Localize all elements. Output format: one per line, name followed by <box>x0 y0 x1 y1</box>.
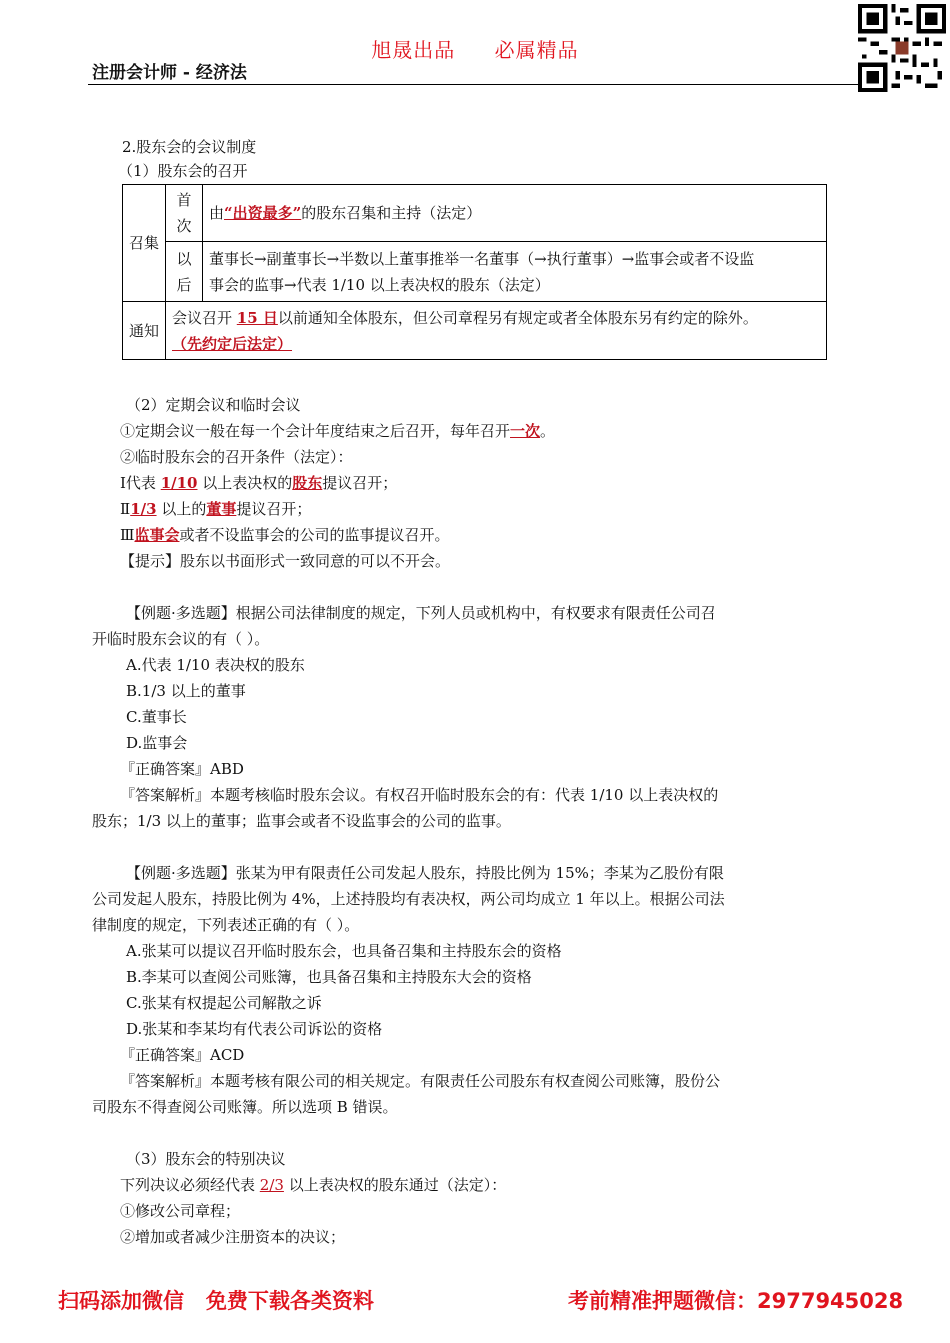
subject-title: 注册会计师 - 经济法 <box>92 63 247 83</box>
question-stem: 公司发起人股东，持股比例为 4%，上述持股均有表决权，两公司均成立 1 年以上。根据公司法 <box>92 890 725 908</box>
later-content: 董事长→副董事长→半数以上董事推举一名董事（→执行董事）→监事会或者不设监 事会的监事→代表 1/10 以上表决权的股东（法定） <box>203 242 827 302</box>
footer-left: 扫码添加微信 免费下载各类资料 <box>58 1289 374 1313</box>
brand-left: 旭晟出品 <box>371 38 456 62</box>
option: B.1/3 以上的董事 <box>126 682 246 700</box>
meeting-convene-table <box>122 184 827 360</box>
condition-item: Ⅱ1/3 以上的董事提议召开； <box>120 500 312 518</box>
tip: 【提示】股东以书面形式一致同意的可以不开会。 <box>120 552 451 570</box>
list-item: ②增加或者减少注册资本的决议； <box>120 1228 346 1246</box>
subsection-title: （1）股东会的召开 <box>118 162 248 180</box>
notice-content: 会议召开 15 日以前通知全体股东，但公司章程另有规定或者全体股东另有约定的除外。 （先约定后法定） <box>166 302 827 360</box>
notice-label: 通知 <box>123 302 166 360</box>
paragraph: 下列决议必须经代表 2/3 以上表决权的股东通过（法定）： <box>120 1176 507 1194</box>
option: D.监事会 <box>126 734 188 752</box>
analysis: 『答案解析』本题考核有限公司的相关规定。有限责任公司股东有权查阅公司账簿，股份公 <box>120 1072 721 1090</box>
section-title: 2.股东会的会议制度 <box>122 138 257 156</box>
subsection-title: （2）定期会议和临时会议 <box>126 396 301 414</box>
condition-item: Ⅰ代表 1/10 以上表决权的股东提议召开； <box>120 474 398 492</box>
option: C.张某有权提起公司解散之诉 <box>126 994 322 1012</box>
answer: 『正确答案』ACD <box>120 1046 245 1064</box>
footer-right: 考前精准押题微信：2977945028 <box>568 1289 904 1313</box>
analysis: 司股东不得查阅公司账簿。所以选项 B 错误。 <box>92 1098 398 1116</box>
first-label: 首次 <box>166 185 203 242</box>
condition-item: Ⅲ监事会或者不设监事会的公司的监事提议召开。 <box>120 526 450 544</box>
option: B.李某可以查阅公司账簿，也具备召集和主持股东大会的资格 <box>126 968 532 986</box>
subsection-title: （3）股东会的特别决议 <box>126 1150 286 1168</box>
analysis: 股东；1/3 以上的董事；监事会或者不设监事会的公司的监事。 <box>92 812 511 830</box>
later-label: 以后 <box>166 242 203 302</box>
question-stem: 开临时股东会议的有（ ）。 <box>92 630 270 648</box>
option: D.张某和李某均有代表公司诉讼的资格 <box>126 1020 383 1038</box>
question-stem: 律制度的规定，下列表述正确的有（ ）。 <box>92 916 360 934</box>
paragraph: ②临时股东会的召开条件（法定）： <box>120 448 353 466</box>
qr-code-icon <box>858 4 946 92</box>
first-content: 由“出资最多”的股东召集和主持（法定） <box>203 185 827 242</box>
brand-right: 必属精品 <box>494 38 579 62</box>
analysis: 『答案解析』本题考核临时股东会议。有权召开临时股东会的有：代表 1/10 以上表决权的 <box>120 786 719 804</box>
answer: 『正确答案』ABD <box>120 760 244 778</box>
header-divider <box>88 84 858 85</box>
paragraph: ①定期会议一般在每一个会计年度结束之后召开，每年召开一次。 <box>120 422 556 440</box>
question-stem: 【例题·多选题】根据公司法律制度的规定，下列人员或机构中，有权要求有限责任公司召 <box>126 604 716 622</box>
list-item: ①修改公司章程； <box>120 1202 241 1220</box>
option: A.代表 1/10 表决权的股东 <box>126 656 305 674</box>
option: C.董事长 <box>126 708 187 726</box>
convene-label: 召集 <box>123 185 166 302</box>
option: A.张某可以提议召开临时股东会，也具备召集和主持股东会的资格 <box>126 942 562 960</box>
question-stem: 【例题·多选题】张某为甲有限责任公司发起人股东，持股比例为 15%；李某为乙股份有限 <box>126 864 724 882</box>
